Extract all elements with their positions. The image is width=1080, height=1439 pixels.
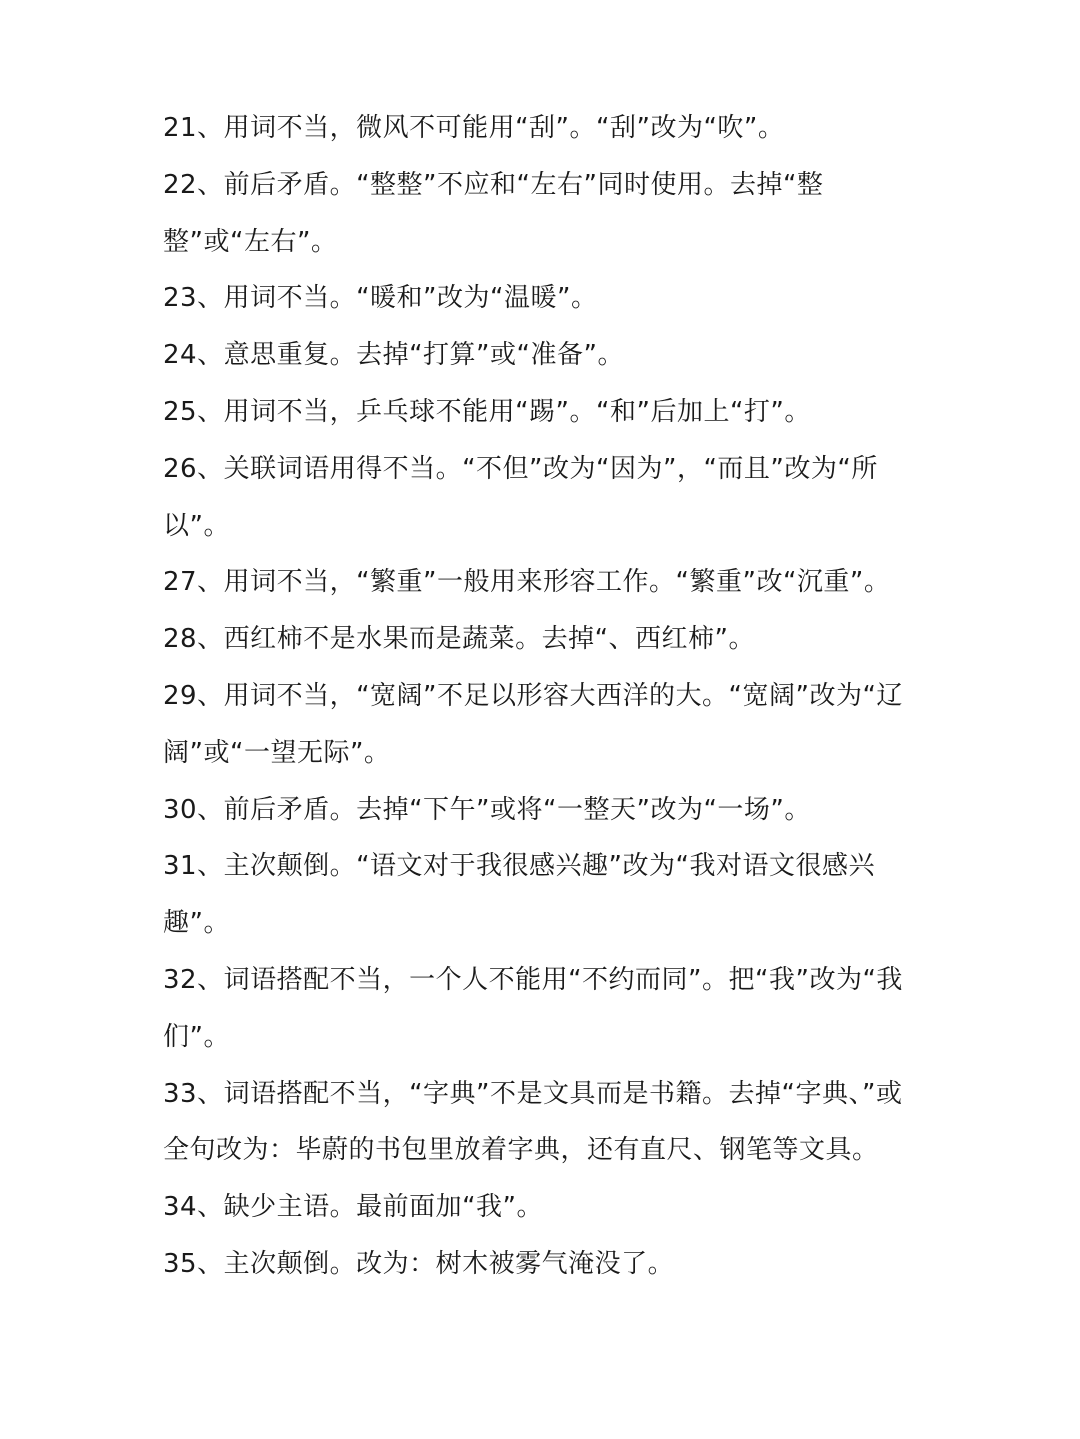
answer-item: 33、词语搭配不当，“字典”不是文具而是书籍。去掉“字典、”或全句改为：毕蔚的书包里放着字典，还有直尺、钢笔等文具。 bbox=[163, 1078, 903, 1166]
answer-item: 24、意思重复。去掉“打算”或“准备”。 bbox=[163, 340, 624, 371]
answer-item: 26、关联词语用得不当。“不但”改为“因为”，“而且”改为“所以”。 bbox=[163, 453, 878, 541]
answer-item: 25、用词不当，乒乓球不能用“踢”。“和”后加上“打”。 bbox=[163, 396, 811, 427]
answer-item: 22、前后矛盾。“整整”不应和“左右”同时使用。去掉“整整”或“左右”。 bbox=[163, 169, 824, 257]
answer-item: 30、前后矛盾。去掉“下午”或将“一整天”改为“一场”。 bbox=[163, 794, 811, 825]
answer-item: 27、用词不当，“繁重”一般用来形容工作。“繁重”改“沉重”。 bbox=[163, 567, 891, 598]
answer-item: 21、用词不当，微风不可能用“刮”。“刮”改为“吹”。 bbox=[163, 113, 785, 143]
answer-item: 29、用词不当，“宽阔”不足以形容大西洋的大。“宽阔”改为“辽阔”或“一望无际”。 bbox=[163, 680, 903, 768]
answer-list bbox=[163, 100, 923, 1293]
answer-item: 28、西红柿不是水果而是蔬菜。去掉“、西红柿”。 bbox=[163, 624, 756, 655]
answer-item: 32、词语搭配不当，一个人不能用“不约而同”。把“我”改为“我们”。 bbox=[163, 964, 903, 1052]
answer-item: 31、主次颠倒。“语文对于我很感兴趣”改为“我对语文很感兴趣”。 bbox=[163, 851, 875, 939]
answer-item: 35、主次颠倒。改为：树木被雾气淹没了。 bbox=[163, 1248, 675, 1279]
answer-item: 23、用词不当。“暖和”改为“温暖”。 bbox=[163, 283, 598, 314]
answer-item: 34、缺少主语。最前面加“我”。 bbox=[163, 1192, 544, 1223]
